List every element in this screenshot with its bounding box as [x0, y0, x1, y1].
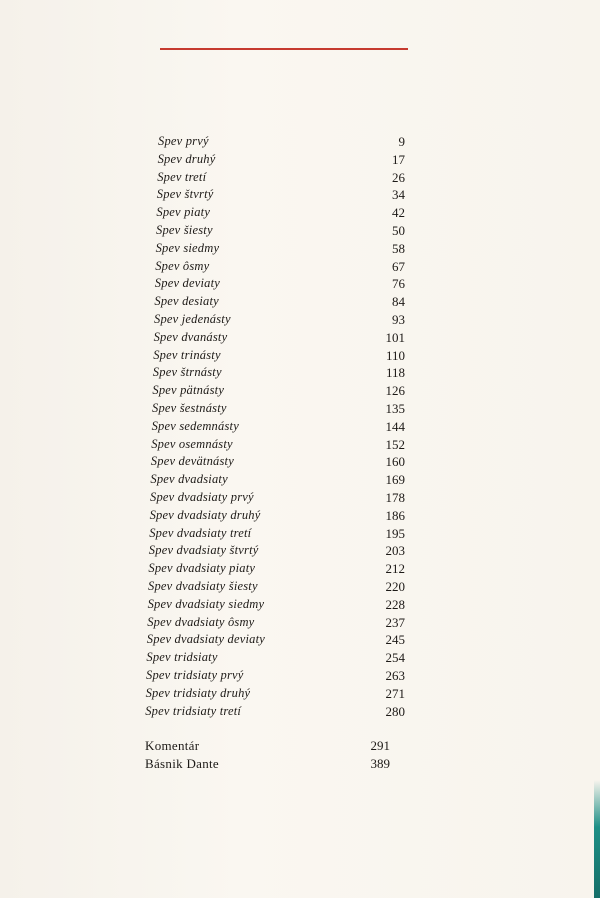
toc-entry-page: 126 — [385, 383, 405, 399]
toc-entry-page: 195 — [385, 525, 405, 541]
appendix-entry-title: Komentár — [145, 738, 200, 753]
toc-entry-title: Spev siedmy — [155, 240, 220, 255]
toc-entry-title: Spev dvadsiaty — [150, 472, 228, 487]
toc-entry — [0, 453, 600, 471]
toc-entry — [0, 542, 600, 560]
toc-entry-title: Spev devätnásty — [150, 454, 234, 469]
toc-entry — [0, 560, 600, 578]
toc-entry-page: 280 — [385, 703, 405, 719]
toc-entry-title: Spev tridsiaty druhý — [145, 685, 251, 700]
toc-entry-page: 76 — [392, 276, 405, 292]
toc-entry-title: Spev štrnásty — [152, 365, 222, 380]
toc-entry — [0, 364, 600, 382]
toc-entry-title: Spev šestnásty — [152, 400, 227, 415]
toc-entry-title: Spev tretí — [157, 169, 207, 184]
toc-entry-title: Spev dvadsiaty piaty — [148, 561, 256, 576]
toc-entry — [0, 471, 600, 489]
toc-entry — [0, 667, 600, 685]
toc-entry-page: 135 — [385, 400, 405, 416]
toc-entry-page: 169 — [385, 472, 405, 488]
toc-entry-page: 17 — [392, 151, 405, 167]
toc-entry-title: Spev osemnásty — [151, 436, 233, 451]
appendix-list — [0, 737, 600, 773]
toc-entry — [0, 578, 600, 596]
toc-entry-title: Spev dvadsiaty šiesty — [148, 578, 258, 593]
toc-entry-page: 228 — [385, 596, 405, 612]
toc-entry — [0, 525, 600, 543]
toc-entry-title: Spev dvadsiaty prvý — [150, 489, 254, 504]
appendix-entry-title: Básnik Dante — [145, 755, 220, 771]
toc-entry-title: Spev deviaty — [154, 276, 221, 291]
toc-entry — [0, 489, 600, 507]
toc-entry-title: Spev tridsiaty — [146, 650, 218, 665]
toc-entry — [0, 347, 600, 365]
toc-entry — [0, 311, 600, 329]
toc-entry — [0, 133, 600, 151]
toc-entry-page: 254 — [385, 650, 405, 666]
toc-entry — [0, 329, 600, 347]
table-of-contents — [0, 133, 600, 720]
toc-entry-title: Spev ôsmy — [155, 258, 210, 273]
toc-entry — [0, 186, 600, 204]
toc-entry-page: 212 — [385, 561, 405, 577]
toc-entry-title: Spev dvadsiaty deviaty — [146, 632, 266, 647]
toc-entry — [0, 436, 600, 454]
toc-entry-title: Spev trinásty — [153, 347, 221, 362]
toc-entry-title: Spev dvadsiaty druhý — [149, 507, 261, 522]
toc-entry-page: 50 — [392, 222, 405, 238]
toc-entry-page: 84 — [392, 294, 405, 310]
header-rule — [160, 48, 408, 50]
toc-entry — [0, 631, 600, 649]
toc-entry — [0, 649, 600, 667]
toc-entry-title: Spev jedenásty — [154, 311, 231, 326]
toc-entry-page: 42 — [392, 205, 405, 221]
toc-entry — [0, 169, 600, 187]
toc-entry-title: Spev tridsiaty tretí — [145, 703, 242, 718]
toc-entry-page: 152 — [385, 436, 405, 452]
toc-entry — [0, 418, 600, 436]
appendix-entry — [0, 737, 600, 755]
toc-entry-page: 110 — [385, 347, 405, 363]
toc-entry-page: 101 — [385, 329, 405, 345]
toc-entry-page: 271 — [385, 685, 405, 701]
toc-entry-page: 245 — [385, 632, 405, 648]
toc-entry — [0, 222, 600, 240]
toc-entry-title: Spev druhý — [157, 151, 216, 166]
toc-entry-title: Spev tridsiaty prvý — [146, 667, 244, 682]
toc-entry-page: 58 — [392, 240, 405, 256]
toc-entry-page: 144 — [385, 418, 405, 434]
toc-entry — [0, 204, 600, 222]
toc-entry-title: Spev dvanásty — [153, 329, 228, 344]
toc-entry — [0, 614, 600, 632]
toc-entry — [0, 382, 600, 400]
toc-entry-page: 26 — [392, 169, 405, 185]
page-edge-tint — [594, 780, 600, 898]
toc-entry-page: 118 — [385, 365, 405, 381]
toc-entry-page: 203 — [385, 543, 405, 559]
toc-entry-title: Spev dvadsiaty štvrtý — [148, 543, 259, 558]
toc-entry — [0, 258, 600, 276]
toc-entry — [0, 507, 600, 525]
toc-entry — [0, 275, 600, 293]
toc-entry-title: Spev dvadsiaty siedmy — [147, 596, 265, 611]
toc-entry — [0, 151, 600, 169]
toc-entry-title: Spev desiaty — [154, 294, 219, 309]
toc-entry-page: 160 — [385, 454, 405, 470]
toc-entry-title: Spev sedemnásty — [151, 418, 239, 433]
toc-entry-title: Spev štvrtý — [156, 187, 214, 202]
toc-entry — [0, 240, 600, 258]
appendix-entry-page: 389 — [370, 755, 390, 771]
toc-entry-page: 186 — [385, 507, 405, 523]
toc-entry — [0, 293, 600, 311]
toc-entry-page: 178 — [385, 489, 405, 505]
toc-entry — [0, 703, 600, 721]
toc-entry-title: Spev piaty — [156, 205, 211, 220]
toc-entry-page: 263 — [385, 667, 405, 683]
toc-entry — [0, 596, 600, 614]
appendix-entry — [0, 755, 600, 773]
toc-entry-page: 67 — [392, 258, 405, 274]
toc-entry-page: 93 — [392, 311, 405, 327]
toc-entry-title: Spev pätnásty — [152, 383, 225, 398]
toc-entry — [0, 400, 600, 418]
toc-entry-title: Spev šiesty — [156, 222, 213, 237]
toc-entry-page: 237 — [385, 614, 405, 630]
toc-entry-page: 9 — [398, 134, 405, 149]
toc-entry-title: Spev dvadsiaty ôsmy — [147, 614, 255, 629]
appendix-entry-page: 291 — [370, 738, 390, 753]
toc-entry-page: 34 — [392, 187, 405, 203]
toc-entry-title: Spev prvý — [158, 134, 209, 148]
toc-entry-title: Spev dvadsiaty tretí — [149, 525, 252, 540]
toc-entry-page: 220 — [385, 578, 405, 594]
toc-entry — [0, 685, 600, 703]
